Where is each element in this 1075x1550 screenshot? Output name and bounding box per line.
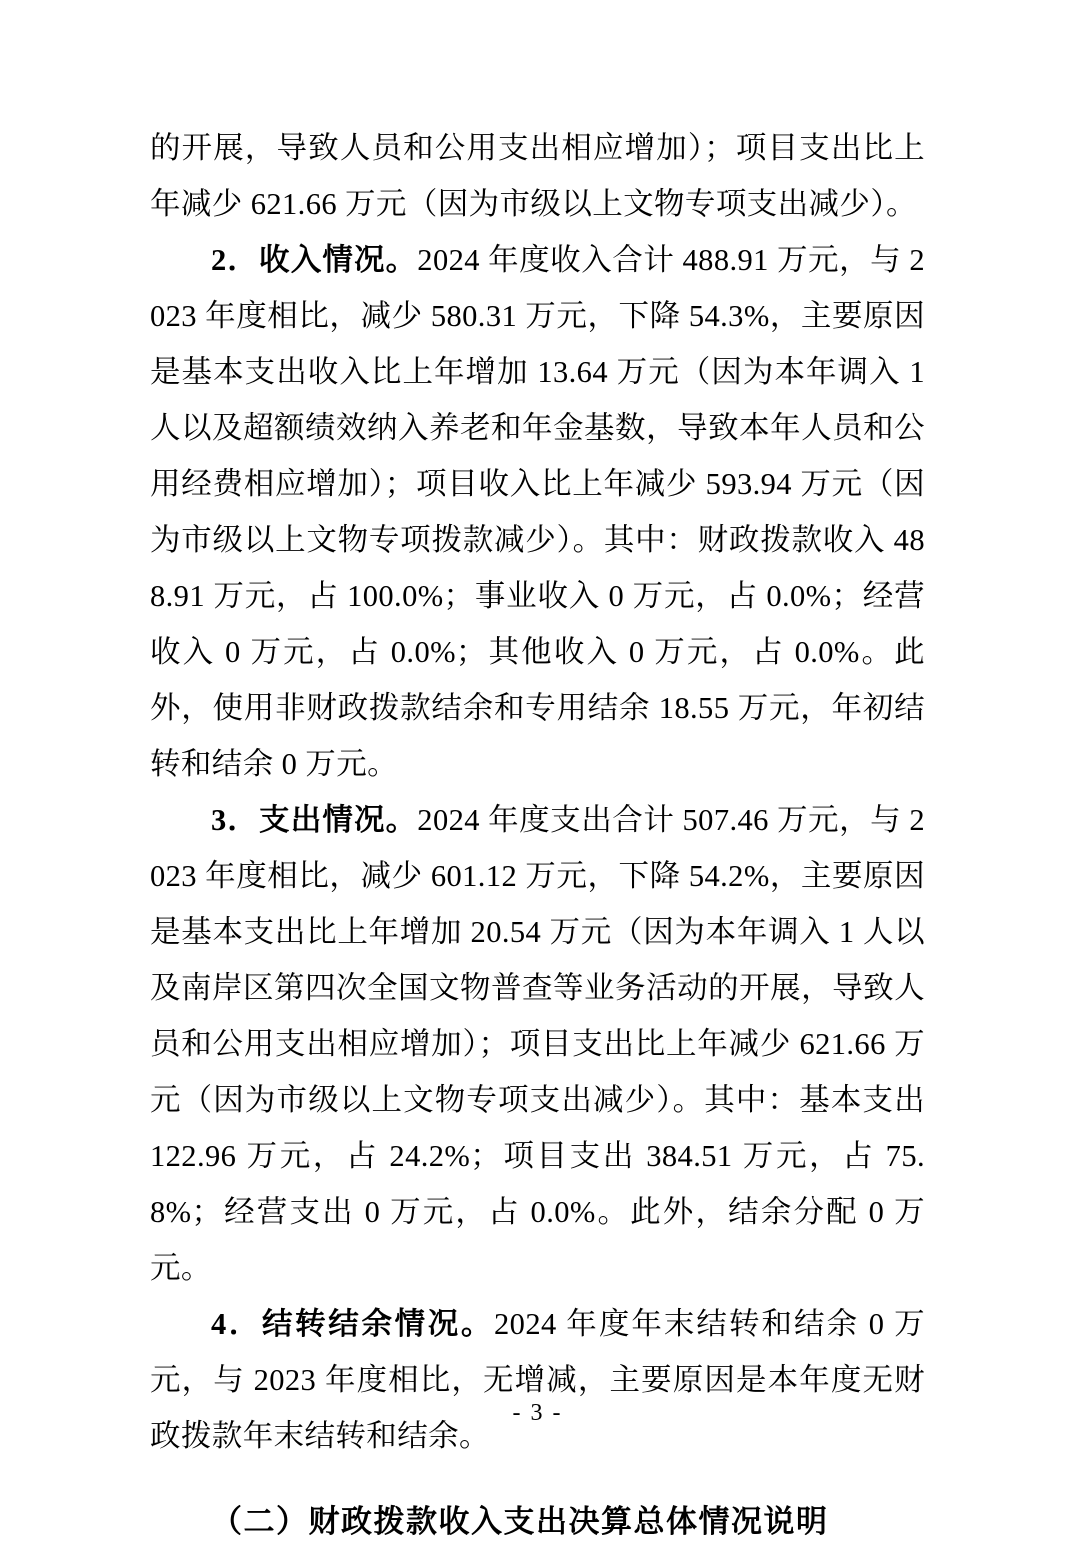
paragraph-text: 2024 年度收入合计 488.91 万元，与 2023 年度相比，减少 580.31 万元，下降 54.3%，主要原因是基本支出收入比上年增加 13.64 万元（因为本年调入 1 人以及超额绩效纳入养老和年金基数，导致本年人员和公用经费相应增加）；项目收入比上年减少 593.94 万元（因为市级以上文物专项拨款减少）。其中：财政拨款收入 488.91 万元，占 100.0%；事业收入 0 万元，占 0.0%；经营收入 0 万元，占 0.0%；其他收入 0 万元，占 0.0%。此外，使用非财政拨款结余和专用结余 18.55 万元，年初结转和结余 0 万元。: [150, 243, 926, 781]
paragraph-carryover: [150, 1296, 925, 1464]
paragraph-expenditure: [150, 792, 925, 1296]
paragraph-text: 2024 年度支出合计 507.46 万元，与 2023 年度相比，减少 601.12 万元，下降 54.2%，主要原因是基本支出比上年增加 20.54 万元（因为本年调入 1 人以及南岸区第四次全国文物普查等业务活动的开展，导致人员和公用支出相应增加）；项目支出比上年减少 621.66 万元（因为市级以上文物专项支出减少）。其中：基本支出 122.96 万元，占 24.2%；项目支出 384.51 万元，占 75.8%；经营支出 0 万元，占 0.0%。此外，结余分配 0 万元。: [150, 803, 926, 1285]
page-content: [150, 120, 925, 1550]
paragraph-text: 2024 年度年末结转和结余 0 万元，与 2023 年度相比，无增减，主要原因是本年度无财政拨款年末结转和结余。: [150, 1307, 926, 1453]
paragraph-income: [150, 232, 925, 792]
page-number: - 3 -: [512, 1400, 563, 1426]
paragraph-label-carryover: 4．结转结余情况。: [211, 1307, 495, 1341]
paragraph-continued: [150, 120, 925, 232]
section-heading: （二）财政拨款收入支出决算总体情况说明: [211, 1504, 829, 1539]
paragraph-label-income: 2．收入情况。: [211, 243, 418, 277]
paragraph-label-expenditure: 3．支出情况。: [211, 803, 418, 837]
paragraph-text: 的开展，导致人员和公用支出相应增加）；项目支出比上年减少 621.66 万元（因为市级以上文物专项支出减少）。: [150, 131, 925, 221]
